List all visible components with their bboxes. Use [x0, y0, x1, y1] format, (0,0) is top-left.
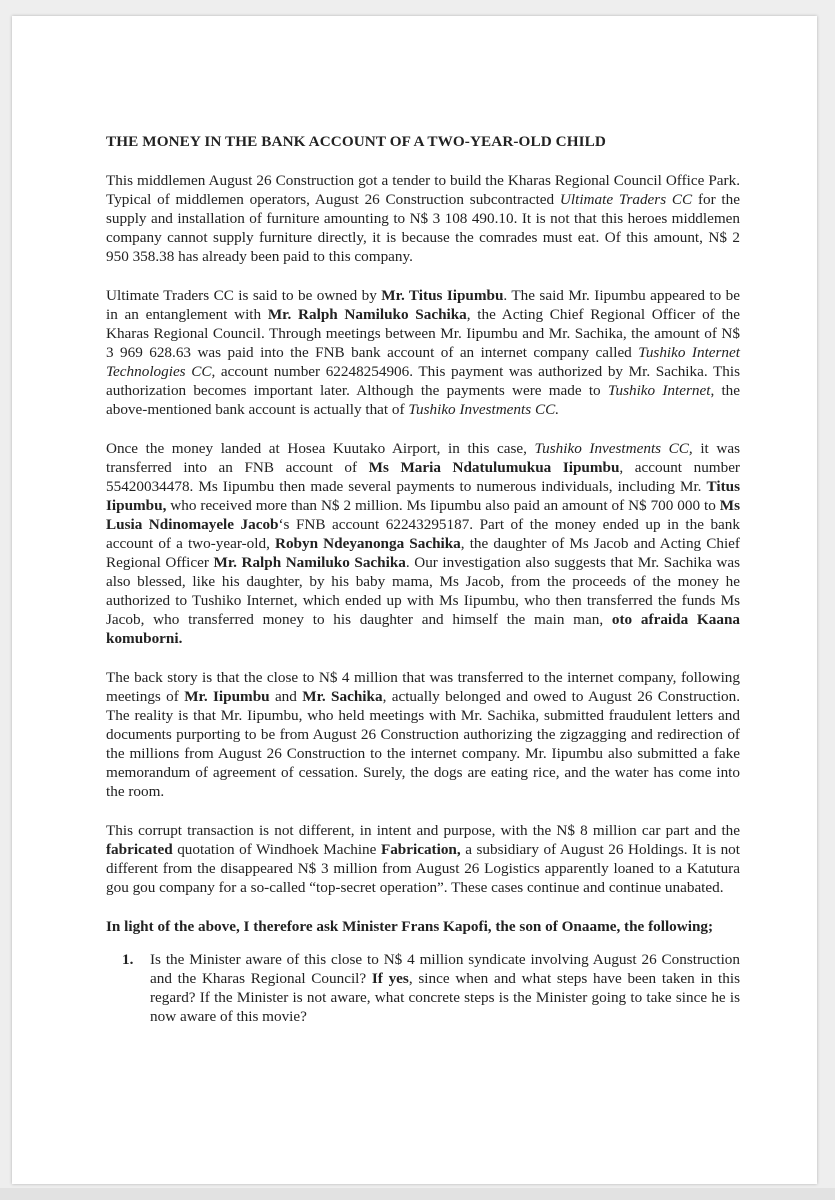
italic-text-run: Tushiko Investments CC. — [408, 401, 559, 418]
text-run: , the daughter of Ms Jacob and Acting Chief Regional Officer — [106, 535, 740, 571]
italic-text-run: Tushiko Internet Technologies CC, — [106, 344, 740, 380]
bold-text-run: Robyn Ndeyanonga Sachika — [275, 535, 461, 552]
text-run: Ultimate Traders CC is said to be owned by — [106, 287, 382, 304]
question-list — [106, 950, 740, 1026]
text-run: . Our investigation also suggests that Mr. Sachika was also blessed, like his daughter, by his baby mama, Ms Jacob, from the proceeds of the money he authorized to Tushiko Internet, which ended up with Ms Iipumbu, who then transferred the funds Ms Jacob, who transferred money to his daughter and himself the main man, — [106, 554, 741, 628]
text-run: . The said Mr. Iipumbu appeared to be in an entanglement with — [106, 287, 740, 323]
questions-lead-in: In light of the above, I therefore ask Minister Frans Kapofi, the son of Onaame, the following; — [106, 918, 714, 935]
text-run: it was transferred into an FNB account of — [106, 440, 740, 476]
bold-text-run: Ms Lusia Ndinomayele Jacob — [106, 497, 740, 533]
bold-text-run: oto afraida Kaana komuborni. — [106, 611, 740, 647]
text-run: quotation of Windhoek Machine — [172, 841, 381, 858]
bold-text-run: Mr. Sachika — [302, 688, 383, 705]
text-run: and — [269, 688, 303, 705]
text-run: , the above-mentioned bank account is actually that of — [106, 382, 740, 418]
text-run: This middlemen August 26 Construction got a tender to build the Kharas Regional Council Office Park. Typical of middlemen operators, August 26 Construction subcontracted — [106, 172, 740, 208]
italic-text-run: Ultimate Traders CC — [559, 191, 693, 208]
paragraph-tender — [106, 171, 740, 266]
document-body — [106, 116, 740, 1026]
bold-text-run: Titus Iipumbu, — [106, 478, 740, 514]
text-run: , account number 55420034478. Ms Iipumbu then made several payments to numerous individuals, including Mr. — [106, 459, 740, 495]
paragraph-corrupt-transaction — [106, 821, 740, 897]
text-run: This corrupt transaction is not different, in intent and purpose, with the N$ 8 million car part and the — [106, 822, 740, 839]
italic-text-run: Tushiko Internet — [607, 382, 711, 399]
text-run: The back story is that the close to N$ 4 million that was transferred to the internet company, following meetings of — [106, 669, 740, 705]
bold-text-run: Fabrication, — [380, 841, 461, 858]
question-number: 1. — [122, 951, 134, 968]
bold-text-run: If yes — [371, 970, 409, 987]
text-run: a subsidiary of August 26 Holdings. It is not different from the disappeared N$ 3 million from August 26 Logistics apparently loaned to a Katutura gou gou company for a so-called “top-secret operation”. These cases continue and continue unabated. — [106, 841, 740, 896]
italic-text-run: Tushiko Investments CC, — [534, 440, 693, 457]
text-run: ‘s FNB account 62243295187. Part of the money ended up in the bank account of a two-year-old, — [106, 516, 740, 552]
screen-bottom-edge — [0, 1188, 835, 1200]
bold-text-run: Ms Maria Ndatulumukua Iipumbu — [368, 459, 620, 476]
text-run: , the Acting Chief Regional Officer of the Kharas Regional Council. Through meetings between Mr. Iipumbu and Mr. Sachika, the amount of N$ 3 969 628.63 was paid into the FNB bank account of an internet company called — [106, 306, 740, 361]
text-run: Once the money landed at Hosea Kuutako Airport, in this case, — [106, 440, 535, 457]
bold-text-run: Mr. Titus Iipumbu — [381, 287, 504, 304]
paragraph-back-story — [106, 668, 740, 801]
document-title: THE MONEY IN THE BANK ACCOUNT OF A TWO-YEAR-OLD CHILD — [106, 133, 606, 150]
question-text — [150, 951, 740, 1025]
text-run: Is the Minister aware of this close to N$ 4 million syndicate involving August 26 Construction and the Kharas Regional Council? — [150, 951, 740, 987]
document-page — [12, 16, 817, 1184]
text-run: for the supply and installation of furniture amounting to N$ 3 108 490.10. It is not that this heroes middlemen company cannot supply furniture directly, it is because the comrades must eat. Of this amount, N$ 2 950 358.38 has already been paid to this company. — [106, 191, 740, 265]
question-item — [106, 950, 740, 1026]
bold-text-run: fabricated — [106, 841, 173, 858]
bold-text-run: Mr. Ralph Namiluko Sachika — [213, 554, 406, 571]
text-run: , since when and what steps have been taken in this regard? If the Minister is not aware, what concrete steps is the Minister going to take since he is now aware of this movie? — [150, 970, 740, 1025]
text-run: account number 62248254906. This payment was authorized by Mr. Sachika. This authorization becomes important later. Although the payments were made to — [106, 363, 740, 399]
paragraph-ultimate-traders — [106, 286, 740, 419]
text-run: , actually belonged and owed to August 26 Construction. The reality is that Mr. Iipumbu, who held meetings with Mr. Sachika, submitted fraudulent letters and documents purporting to be from August 26 Construction authorizing the zigzagging and redirection of the millions from August 26 Construction to the internet company. Mr. Iipumbu also submitted a fake memorandum of agreement of cessation. Surely, the dogs are eating rice, and the water has come into the room. — [106, 688, 741, 800]
text-run: who received more than N$ 2 million. Ms Iipumbu also paid an amount of N$ 700 000 to — [166, 497, 720, 514]
bold-text-run: Mr. Iipumbu — [184, 688, 270, 705]
bold-text-run: Mr. Ralph Namiluko Sachika — [267, 306, 467, 323]
paragraph-money-transfers — [106, 439, 740, 648]
